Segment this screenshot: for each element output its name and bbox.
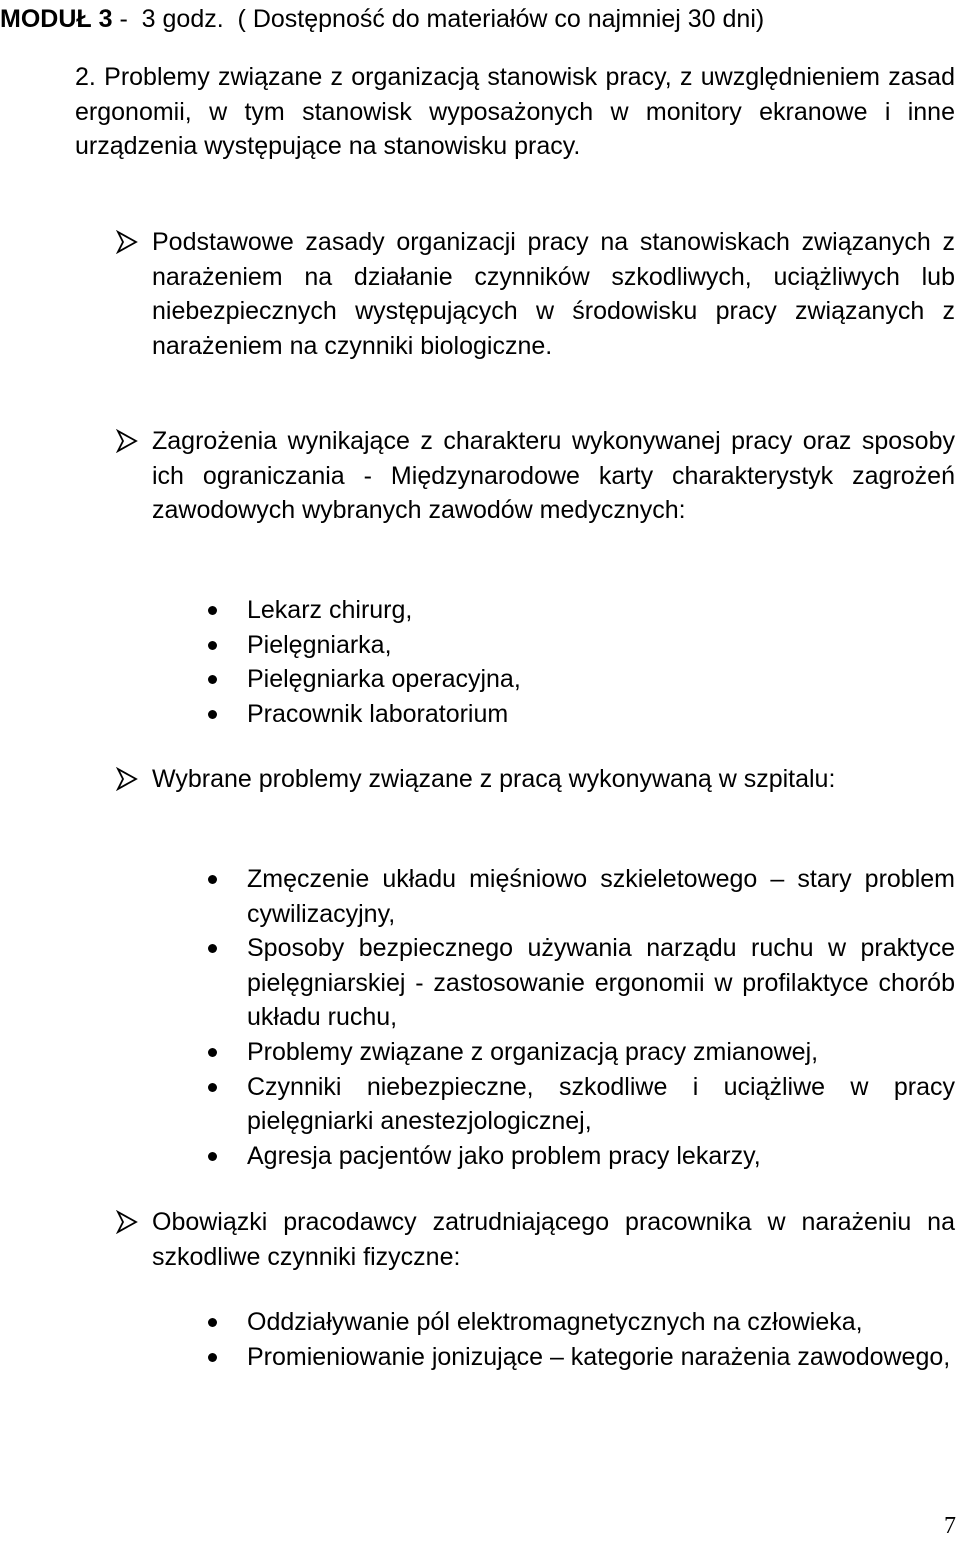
- arrow-item-4: [117, 1205, 955, 1274]
- bullet-dot-icon: [208, 606, 217, 615]
- bullet-list-4: [205, 1305, 955, 1374]
- arrow-item-text: Obowiązki pracodawcy zatrudniającego pracownika w narażeniu na szkodliwe czynniki fizyczne:: [152, 1208, 955, 1271]
- bullet-dot-icon: [208, 944, 217, 953]
- list-item: Problemy związane z organizacją pracy zmianowej,: [205, 1035, 955, 1070]
- bullet-dot-icon: [208, 1048, 217, 1057]
- bullet-list-3: [205, 862, 955, 1173]
- module-duration: - 3 godz. ( Dostępność do materiałów co najmniej 30 dni): [112, 5, 765, 33]
- arrow-bullet-icon: [115, 429, 139, 453]
- section-number: 2.: [75, 63, 96, 91]
- page-number: 7: [944, 1513, 956, 1539]
- bullet-dot-icon: [208, 1152, 217, 1161]
- bullet-dot-icon: [208, 1353, 217, 1362]
- list-item: Pielęgniarka operacyjna,: [205, 662, 955, 697]
- arrow-item-1: [117, 225, 955, 363]
- bullet-dot-icon: [208, 710, 217, 719]
- arrow-item-2: [117, 424, 955, 528]
- list-item: Sposoby bezpiecznego używania narządu ruchu w praktyce pielęgniarskiej - zastosowanie ergonomii w profilaktyce chorób układu ruchu,: [205, 931, 955, 1035]
- section-heading: [75, 60, 955, 164]
- list-item: Lekarz chirurg,: [205, 593, 955, 628]
- bullet-dot-icon: [208, 641, 217, 650]
- module-header: [0, 2, 920, 37]
- list-item: Zmęczenie układu mięśniowo szkieletowego – stary problem cywilizacyjny,: [205, 862, 955, 931]
- bullet-dot-icon: [208, 675, 217, 684]
- bullet-list-2: [205, 593, 955, 731]
- section-title: Problemy związane z organizacją stanowisk pracy, z uwzględnieniem zasad ergonomii, w tym stanowisk wyposażonych w monitory ekranowe i inne urządzenia występujące na stanowisku pracy.: [75, 63, 955, 161]
- list-item: Czynniki niebezpieczne, szkodliwe i uciążliwe w pracy pielęgniarki anestezjologicznej,: [205, 1070, 955, 1139]
- arrow-item-text: Podstawowe zasady organizacji pracy na stanowiskach związanych z narażeniem na działanie czynników szkodliwych, uciążliwych lub niebezpiecznych występujących w środowisku pracy związanych z narażeniem na czynniki biologiczne.: [152, 228, 955, 360]
- arrow-bullet-icon: [115, 767, 139, 791]
- list-item: Pielęgniarka,: [205, 628, 955, 663]
- arrow-bullet-icon: [115, 1210, 139, 1234]
- bullet-dot-icon: [208, 875, 217, 884]
- arrow-bullet-icon: [115, 230, 139, 254]
- module-title: MODUŁ 3: [0, 5, 113, 33]
- arrow-item-3: [117, 762, 955, 797]
- list-item: Agresja pacjentów jako problem pracy lekarzy,: [205, 1139, 955, 1174]
- bullet-dot-icon: [208, 1318, 217, 1327]
- list-item: Pracownik laboratorium: [205, 697, 955, 732]
- list-item: Oddziaływanie pól elektromagnetycznych na człowieka,: [205, 1305, 955, 1340]
- bullet-dot-icon: [208, 1083, 217, 1092]
- arrow-item-text: Wybrane problemy związane z pracą wykonywaną w szpitalu:: [152, 765, 836, 793]
- list-item: Promieniowanie jonizujące – kategorie narażenia zawodowego,: [205, 1340, 955, 1375]
- arrow-item-text: Zagrożenia wynikające z charakteru wykonywanej pracy oraz sposoby ich ograniczania - Międzynarodowe karty charakterystyk zagrożeń zawodowych wybranych zawodów medycznych:: [152, 427, 955, 525]
